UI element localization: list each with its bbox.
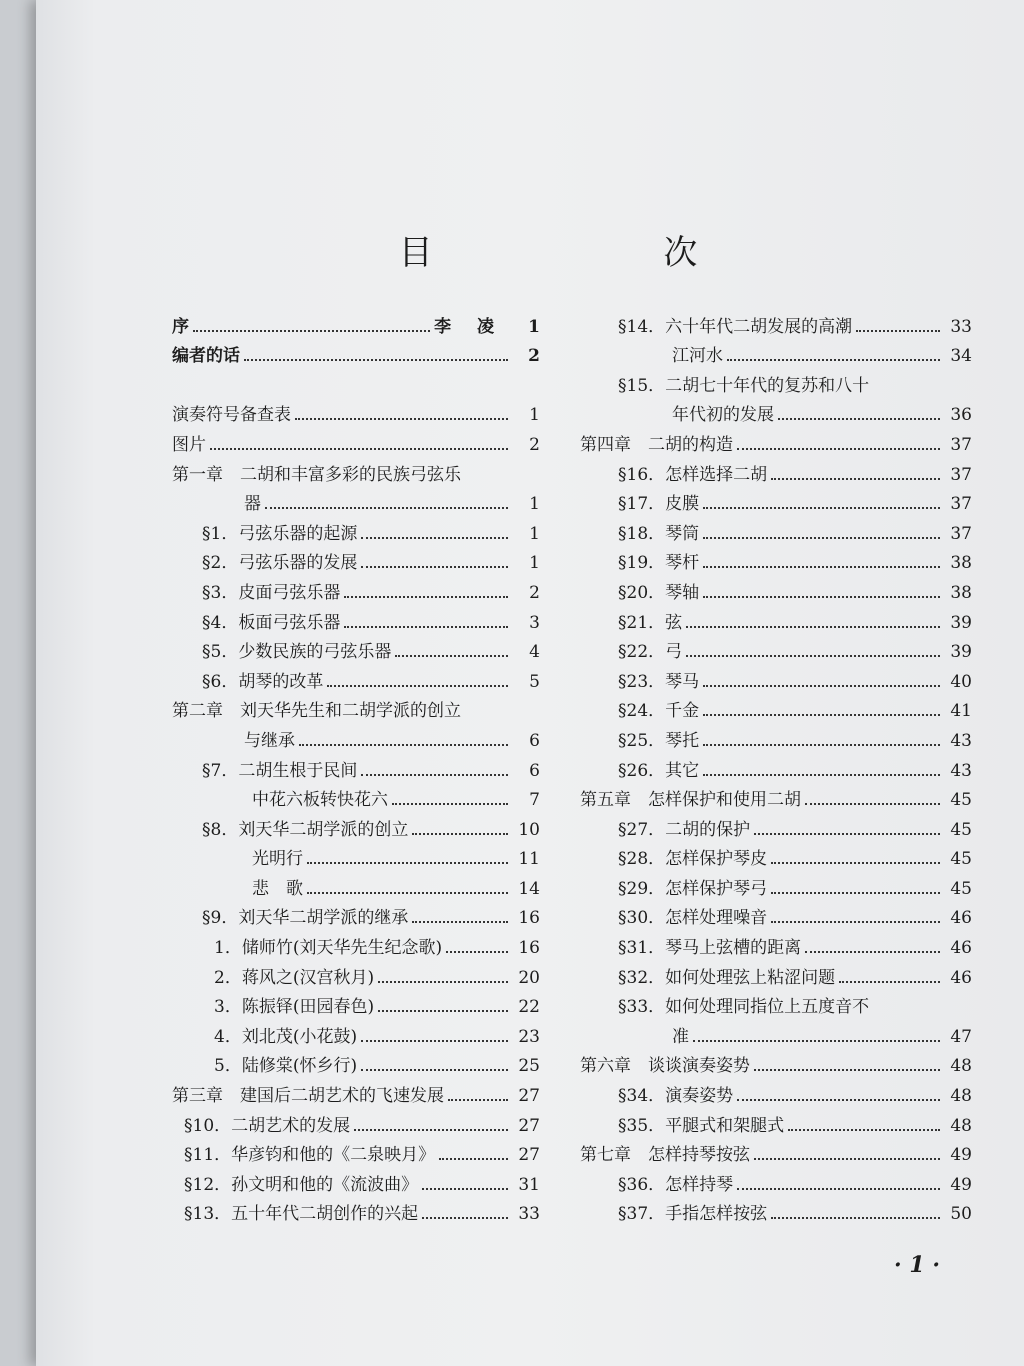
toc-entry — [580, 988, 972, 1018]
dot-leader — [771, 862, 940, 864]
toc-entry-page: 16 — [518, 908, 540, 929]
toc-entry — [580, 751, 972, 781]
toc-entry-label: §24．千金 — [618, 701, 700, 722]
dot-leader — [422, 1188, 508, 1190]
toc-entry-page: 46 — [950, 967, 972, 988]
toc-entry-page: 1 — [529, 553, 540, 574]
dot-leader — [446, 951, 508, 953]
dot-leader — [422, 1217, 508, 1219]
dot-leader — [378, 981, 508, 983]
toc-entry — [580, 544, 972, 574]
toc-entry-label: 序 — [172, 316, 189, 337]
toc-entry-label: §6．胡琴的改革 — [202, 671, 324, 692]
dot-leader — [703, 744, 940, 746]
dot-leader — [361, 1040, 508, 1042]
toc-entry — [172, 514, 540, 544]
toc-entry-page: 37 — [950, 523, 972, 544]
dot-leader — [703, 714, 940, 716]
toc-entry — [172, 692, 540, 722]
dot-leader — [361, 537, 508, 539]
toc-entry-page: 20 — [518, 967, 540, 988]
toc-entry-page: 43 — [950, 760, 972, 781]
dot-leader — [856, 330, 940, 332]
dot-leader — [392, 803, 508, 805]
toc-entry — [172, 840, 540, 870]
dot-leader — [771, 892, 940, 894]
toc-entry-label: 编者的话 — [172, 346, 240, 367]
toc-entry — [172, 337, 540, 367]
toc-entry — [172, 958, 540, 988]
toc-entry-label: §4．板面弓弦乐器 — [202, 612, 341, 633]
toc-entry — [580, 662, 972, 692]
dot-leader — [344, 626, 508, 628]
toc-entry — [580, 1047, 972, 1077]
toc-entry-label: 悲 歌 — [252, 878, 303, 899]
toc-entry-page: 1 — [528, 316, 540, 337]
toc-entry — [172, 1017, 540, 1047]
toc-entry-page: 7 — [529, 790, 540, 811]
dot-leader — [771, 921, 940, 923]
toc-entry — [172, 1136, 540, 1166]
dot-leader — [448, 1099, 508, 1101]
toc-entry-page: 3 — [529, 612, 540, 633]
toc-entry-page: 36 — [950, 405, 972, 426]
toc-entry-page: 46 — [950, 938, 972, 959]
toc-entry — [580, 721, 972, 751]
toc-entry-label: 4．刘北茂(小花鼓) — [214, 1026, 358, 1047]
toc-entry-page: 11 — [518, 849, 540, 870]
dot-leader — [412, 921, 508, 923]
toc-entry-label: 第四章 二胡的构造 — [580, 434, 733, 455]
toc-entry-label: 第五章 怎样保护和使用二胡 — [580, 790, 801, 811]
toc-entry-label: 第七章 怎样持琴按弦 — [580, 1145, 750, 1166]
toc-entry-author: 李 凌 — [434, 316, 504, 337]
toc-entry-page: 27 — [518, 1115, 540, 1136]
dot-leader — [686, 655, 940, 657]
toc-entry-label: §31．琴马上弦槽的距离 — [618, 938, 802, 959]
toc-entry — [172, 307, 540, 337]
toc-entry — [580, 1106, 972, 1136]
toc-entry — [580, 1017, 972, 1047]
toc-entry — [580, 573, 972, 603]
toc-entry-page: 45 — [950, 819, 972, 840]
toc-entry — [580, 1195, 972, 1225]
dot-leader — [703, 566, 940, 568]
toc-entry-page: 40 — [950, 671, 972, 692]
toc-entry-label: §19．琴杆 — [618, 553, 700, 574]
toc-entry-page: 5 — [529, 671, 540, 692]
dot-leader — [361, 566, 508, 568]
toc-entry-page: 34 — [950, 346, 972, 367]
toc-entry-page: 33 — [518, 1204, 540, 1225]
dot-leader — [265, 507, 508, 509]
toc-entry-page: 22 — [518, 997, 540, 1018]
toc-entry — [172, 396, 540, 426]
toc-entry-page: 2 — [529, 434, 540, 455]
toc-entry-page: 1 — [529, 494, 540, 515]
dot-leader — [412, 833, 508, 835]
toc-entry-label: 3．陈振铎(田园春色) — [214, 997, 375, 1018]
toc-entry — [172, 810, 540, 840]
toc-entry-label: 第三章 建国后二胡艺术的飞速发展 — [172, 1086, 444, 1107]
toc-entry-label: 与继承 — [244, 730, 295, 751]
toc-entry-label: 1．储师竹(刘天华先生纪念歌) — [214, 938, 443, 959]
toc-entry — [172, 425, 540, 455]
toc-entry-label: §7．二胡生根于民间 — [202, 760, 358, 781]
toc-entry — [172, 603, 540, 633]
toc-entry-page: 23 — [518, 1026, 540, 1047]
toc-entry-label: §5．少数民族的弓弦乐器 — [202, 642, 392, 663]
toc-entry-page: 2 — [529, 582, 540, 603]
toc-entry-page: 41 — [950, 701, 972, 722]
toc-entry — [172, 1106, 540, 1136]
dot-leader — [805, 951, 940, 953]
toc-entry-page: 46 — [950, 908, 972, 929]
toc-entry — [580, 810, 972, 840]
dot-leader — [344, 596, 508, 598]
dot-leader — [737, 1188, 940, 1190]
toc-entry-label: 第六章 谈谈演奏姿势 — [580, 1056, 750, 1077]
toc-entry-page: 45 — [950, 790, 972, 811]
toc-entry — [580, 781, 972, 811]
toc-entry-label: §30．怎样处理噪音 — [618, 908, 768, 929]
toc-entry — [580, 425, 972, 455]
toc-entry-label: §1．弓弦乐器的起源 — [202, 523, 358, 544]
toc-entry-page: 38 — [950, 553, 972, 574]
dot-leader — [354, 1129, 508, 1131]
toc-entry-label: 第二章 刘天华先生和二胡学派的创立 — [172, 701, 461, 722]
dot-leader — [771, 478, 940, 480]
toc-entry-label: 第一章 二胡和丰富多彩的民族弓弦乐 — [172, 464, 461, 485]
toc-entry-page: 37 — [950, 434, 972, 455]
toc-entry-page: 14 — [518, 878, 540, 899]
toc-entry-page: 39 — [950, 612, 972, 633]
toc-entry — [580, 692, 972, 722]
toc-entry — [172, 928, 540, 958]
page-title: 目 次 — [398, 233, 808, 273]
dot-leader — [686, 626, 940, 628]
toc-entry-label: 图片 — [172, 434, 206, 455]
toc-entry — [172, 1076, 540, 1106]
toc-entry — [172, 662, 540, 692]
toc-entry-label: §34．演奏姿势 — [618, 1086, 734, 1107]
toc-entry-page: 25 — [518, 1056, 540, 1077]
dot-leader — [737, 1099, 940, 1101]
toc-entry-label: §17．皮膜 — [618, 494, 700, 515]
dot-leader — [754, 1158, 940, 1160]
book-page — [36, 0, 1024, 1366]
toc-entry-label: §9．刘天华二胡学派的继承 — [202, 908, 409, 929]
dot-leader — [299, 744, 508, 746]
toc-entry-page: 31 — [518, 1174, 540, 1195]
toc-entry-page: 16 — [518, 938, 540, 959]
dot-leader — [737, 448, 940, 450]
toc-entry-label: §18．琴筒 — [618, 523, 700, 544]
dot-leader — [703, 685, 940, 687]
toc-entry-page: 37 — [950, 494, 972, 515]
toc-entry-label: §37．手指怎样按弦 — [618, 1204, 768, 1225]
toc-entry-page: 38 — [950, 582, 972, 603]
toc-entry — [580, 928, 972, 958]
toc-entry — [172, 899, 540, 929]
toc-entry-label: §21．弦 — [618, 612, 683, 633]
toc-entry — [580, 1136, 972, 1166]
page-number: · 1 · — [894, 1252, 940, 1278]
dot-leader — [361, 774, 508, 776]
toc-entry — [172, 1165, 540, 1195]
toc-entry-page: 50 — [950, 1204, 972, 1225]
toc-entry — [580, 485, 972, 515]
toc-entry-label: 光明行 — [252, 849, 303, 870]
toc-entry-label: §12．孙文明和他的《流波曲》 — [184, 1174, 419, 1195]
toc-entry-page: 49 — [950, 1145, 972, 1166]
dot-leader — [771, 1217, 940, 1219]
dot-leader — [307, 862, 508, 864]
toc-entry-page: 43 — [950, 730, 972, 751]
dot-leader — [361, 1069, 508, 1071]
toc-entry — [580, 1076, 972, 1106]
toc-entry-label: §32．如何处理弦上粘涩问题 — [618, 967, 836, 988]
toc-entry-label: 2．蒋风之(汉宫秋月) — [214, 967, 375, 988]
toc-entry — [172, 781, 540, 811]
toc-entry-page: 37 — [950, 464, 972, 485]
toc-entry-label: §14．六十年代二胡发展的高潮 — [618, 316, 853, 337]
toc-entry — [172, 1195, 540, 1225]
toc-entry — [172, 751, 540, 781]
dot-leader — [703, 774, 940, 776]
dot-leader — [839, 981, 940, 983]
toc-entry — [580, 337, 972, 367]
toc-entry — [580, 958, 972, 988]
dot-leader — [703, 537, 940, 539]
toc-entry-label: §10．二胡艺术的发展 — [184, 1115, 351, 1136]
toc-entry — [172, 485, 540, 515]
toc-entry — [580, 869, 972, 899]
toc-entry — [172, 1047, 540, 1077]
toc-entry — [172, 573, 540, 603]
toc-entry-label: 演奏符号备查表 — [172, 405, 291, 426]
toc-entry-label: §25．琴托 — [618, 730, 700, 751]
dot-leader — [295, 418, 508, 420]
toc-entry-page: 48 — [950, 1056, 972, 1077]
toc-entry — [580, 366, 972, 396]
toc-entry — [172, 544, 540, 574]
toc-entry — [172, 988, 540, 1018]
toc-entry-label: §11．华彦钧和他的《二泉映月》 — [184, 1145, 436, 1166]
toc-entry-page: 33 — [950, 316, 972, 337]
toc-entry — [580, 899, 972, 929]
toc-entry — [580, 1165, 972, 1195]
toc-entry — [580, 633, 972, 663]
toc-entry-page: 45 — [950, 849, 972, 870]
toc-entry — [172, 869, 540, 899]
dot-leader — [244, 359, 508, 361]
toc-entry-page: 27 — [518, 1145, 540, 1166]
toc-entry-label: §27．二胡的保护 — [618, 819, 751, 840]
toc-entry — [580, 514, 972, 544]
toc-entry — [580, 840, 972, 870]
dot-leader — [703, 596, 940, 598]
dot-leader — [754, 1069, 940, 1071]
toc-entry-label: §16．怎样选择二胡 — [618, 464, 768, 485]
toc-entry-label: 器 — [244, 494, 261, 515]
toc-entry-label: 江河水 — [672, 346, 723, 367]
toc-entry-label: 年代初的发展 — [672, 405, 774, 426]
dot-leader — [693, 1040, 940, 1042]
toc-entry-page: 1 — [529, 405, 540, 426]
toc-entry-page: 48 — [950, 1086, 972, 1107]
dot-leader — [193, 330, 430, 332]
dot-leader — [439, 1158, 508, 1160]
dot-leader — [703, 507, 940, 509]
toc-entry-label: §20．琴轴 — [618, 582, 700, 603]
toc-entry-page: 49 — [950, 1174, 972, 1195]
toc-entry-page: 27 — [518, 1086, 540, 1107]
dot-leader — [805, 803, 940, 805]
toc-entry-label: §35．平腿式和架腿式 — [618, 1115, 785, 1136]
toc-entry-label: §22．弓 — [618, 642, 683, 663]
toc-entry-label: §29．怎样保护琴弓 — [618, 878, 768, 899]
toc-entry-label: 5．陆修棠(怀乡行) — [214, 1056, 358, 1077]
toc-entry — [580, 603, 972, 633]
dot-leader — [788, 1129, 940, 1131]
toc-entry-page: 6 — [529, 760, 540, 781]
toc-entry-page: 4 — [529, 642, 540, 663]
dot-leader — [395, 655, 508, 657]
toc-right-column — [580, 307, 972, 1224]
toc-entry-page: 47 — [950, 1026, 972, 1047]
toc-entry-page: 45 — [950, 878, 972, 899]
toc-entry-label: 准 — [672, 1026, 689, 1047]
toc-entry — [580, 307, 972, 337]
toc-entry-page: 1 — [529, 523, 540, 544]
toc-entry-page: 39 — [950, 642, 972, 663]
dot-leader — [727, 359, 940, 361]
dot-leader — [210, 448, 508, 450]
dot-leader — [754, 833, 940, 835]
toc-entry-label: 中花六板转快花六 — [252, 790, 388, 811]
toc-entry — [172, 721, 540, 751]
dot-leader — [307, 892, 508, 894]
toc-entry — [580, 455, 972, 485]
toc-entry-label: §33．如何处理同指位上五度音不 — [618, 997, 870, 1018]
dot-leader — [778, 418, 940, 420]
toc-entry-label: §23．琴马 — [618, 671, 700, 692]
toc-entry-label: §26．其它 — [618, 760, 700, 781]
toc-left-column — [172, 307, 540, 1224]
toc-entry — [580, 396, 972, 426]
toc-entry — [172, 633, 540, 663]
toc-entry-label: §3．皮面弓弦乐器 — [202, 582, 341, 603]
toc-entry-label: §2．弓弦乐器的发展 — [202, 553, 358, 574]
toc-entry-label: §15．二胡七十年代的复苏和八十 — [618, 375, 870, 396]
toc-entry-label: §28．怎样保护琴皮 — [618, 849, 768, 870]
toc-entry-page: 2 — [528, 346, 540, 367]
toc-entry-label: §13．五十年代二胡创作的兴起 — [184, 1204, 419, 1225]
toc-entry-label: §8．刘天华二胡学派的创立 — [202, 819, 409, 840]
toc-entry-page: 6 — [529, 730, 540, 751]
toc-entry-page: 10 — [518, 819, 540, 840]
toc-entry-page: 48 — [950, 1115, 972, 1136]
toc-entry — [172, 455, 540, 485]
dot-leader — [378, 1010, 508, 1012]
dot-leader — [327, 685, 508, 687]
toc-entry-label: §36．怎样持琴 — [618, 1174, 734, 1195]
